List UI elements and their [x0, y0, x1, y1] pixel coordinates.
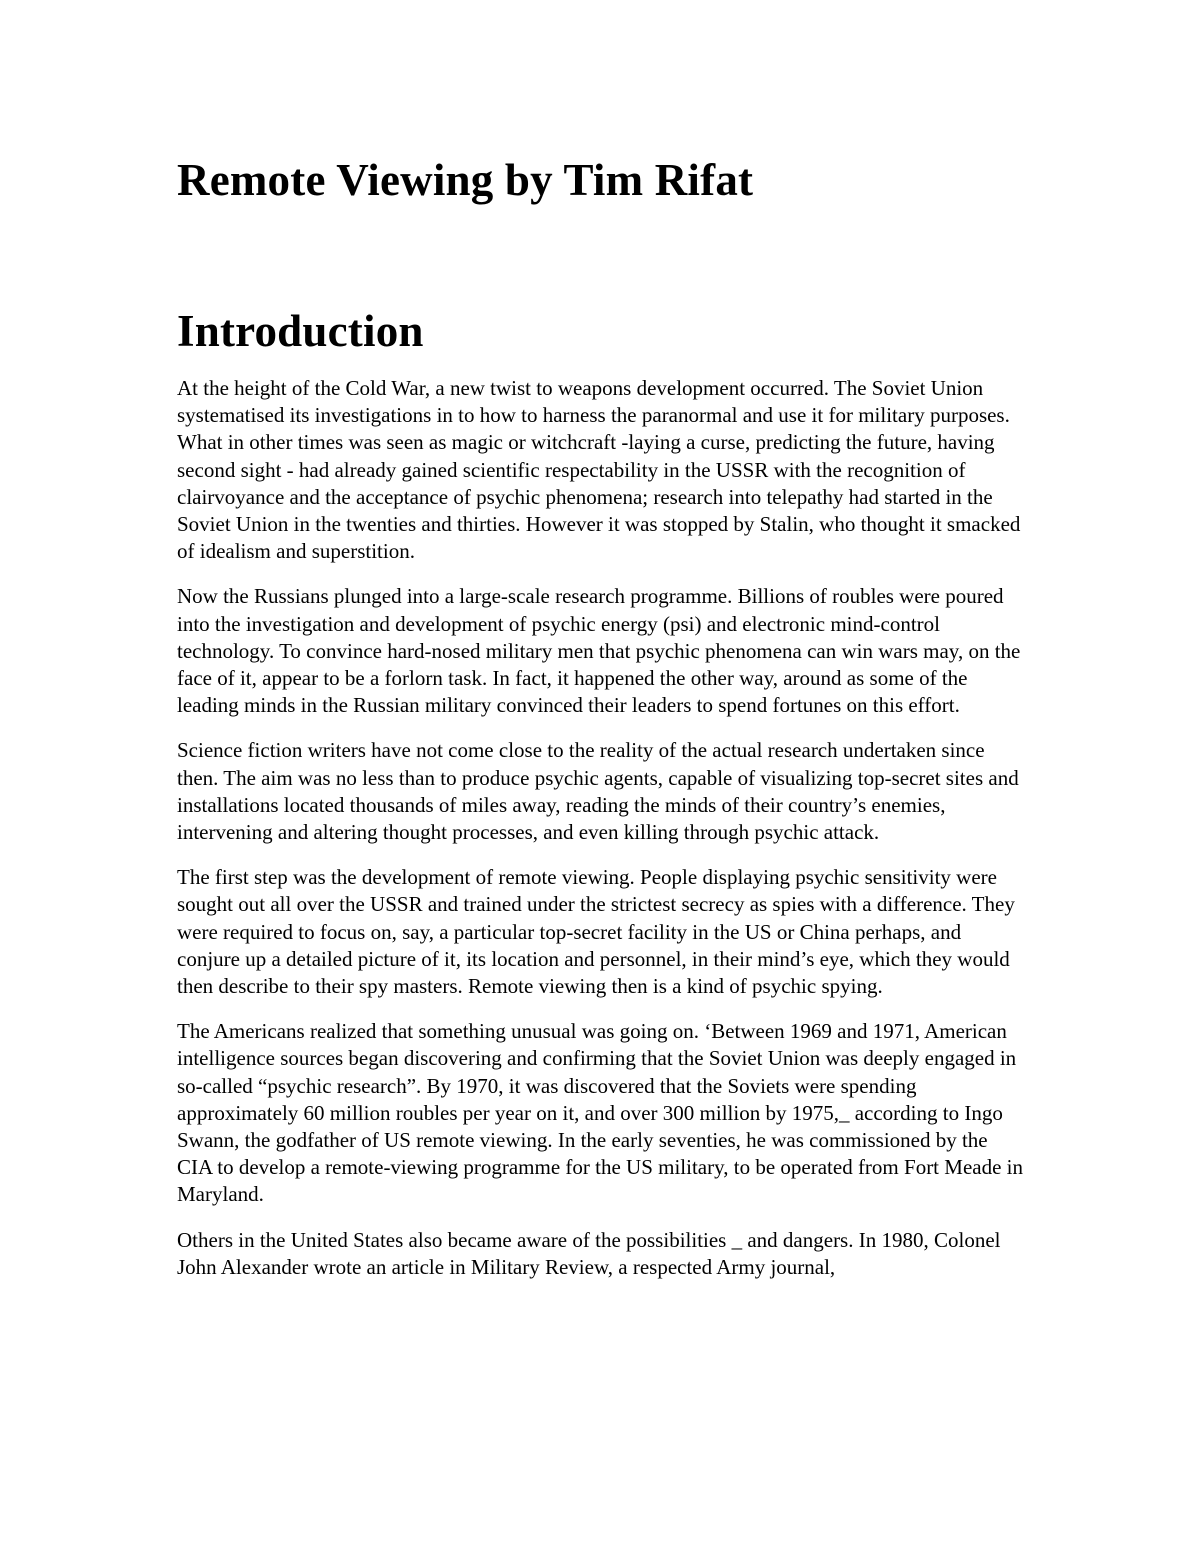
- body-paragraph: At the height of the Cold War, a new twist to weapons development occurred. The Soviet Union systematised its investigations in to how to harness the paranormal and use it for military purposes. What in other times was seen as magic or witchcraft -laying a curse, predicting the future, having second sight - had already gained scientific respectability in the USSR with the recognition of clairvoyance and the acceptance of psychic phenomena; research into telepathy had started in the Soviet Union in the twenties and thirties. However it was stopped by Stalin, who thought it smacked of idealism and superstition.: [177, 376, 1021, 564]
- document-title: Remote Viewing by Tim Rifat: [177, 155, 754, 205]
- body-paragraph: Now the Russians plunged into a large-scale research programme. Billions of roubles were poured into the investigation and development of psychic energy (psi) and electronic mind-control technology. To convince hard-nosed military men that psychic phenomena can win wars may, on the face of it, appear to be a forlorn task. In fact, it happened the other way, around as some of the leading minds in the Russian military convinced their leaders to spend fortunes on this effort.: [177, 584, 1021, 718]
- section-heading-introduction: Introduction: [177, 306, 424, 356]
- body-paragraph: Science fiction writers have not come close to the reality of the actual research undertaken since then. The aim was no less than to produce psychic agents, capable of visualizing top-secret sites and installations located thousands of miles away, reading the minds of their country’s enemies, intervening and altering thought processes, and even killing through psychic attack.: [177, 738, 1019, 845]
- body-paragraph: The Americans realized that something unusual was going on. ‘Between 1969 and 1971, American intelligence sources began discovering and confirming that the Soviet Union was deeply engaged in so-called “psychic research”. By 1970, it was discovered that the Soviets were spending approximately 60 million roubles per year on it, and over 300 million by 1975,_ according to Ingo Swann, the godfather of US remote viewing. In the early seventies, he was commissioned by the CIA to develop a remote-viewing programme for the US military, to be operated from Fort Meade in Maryland.: [177, 1019, 1023, 1207]
- body-paragraph: The first step was the development of remote viewing. People displaying psychic sensitivity were sought out all over the USSR and trained under the strictest secrecy as spies with a difference. They were required to focus on, say, a particular top-secret facility in the US or China perhaps, and conjure up a detailed picture of it, its location and personnel, in their mind’s eye, which they would then describe to their spy masters. Remote viewing then is a kind of psychic spying.: [177, 865, 1015, 999]
- document-page: [177, 150, 1027, 1299]
- body-paragraph: Others in the United States also became aware of the possibilities _ and dangers. In 1980, Colonel John Alexander wrote an article in Military Review, a respected Army journal,: [177, 1227, 1001, 1279]
